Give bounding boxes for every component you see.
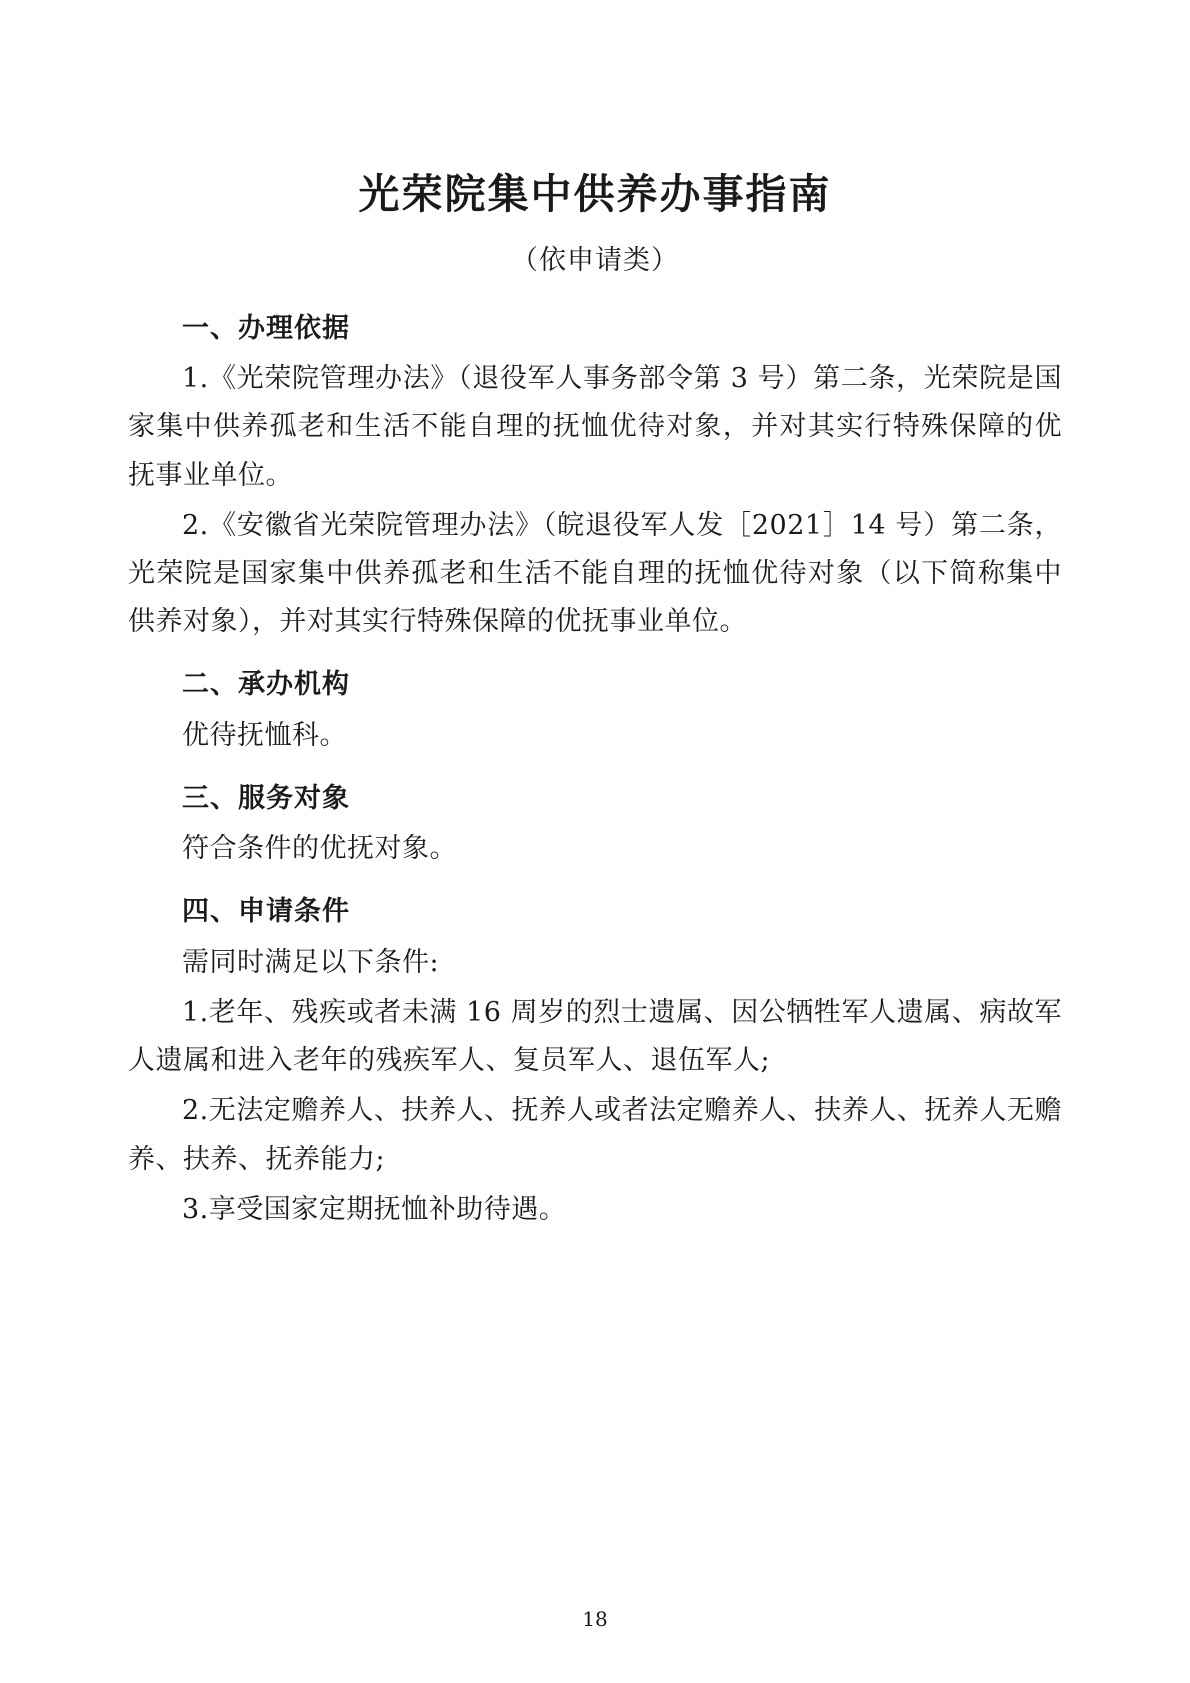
section-4-paragraph-4: 3.享受国家定期抚恤补助待遇。: [182, 1193, 567, 1225]
section-2-paragraph-1: 优待抚恤科。: [182, 719, 347, 751]
page-subtitle: （依申请类）: [511, 245, 679, 277]
section-3-paragraph-1: 符合条件的优抚对象。: [182, 833, 457, 865]
section-4-paragraph-3: 2.无法定赡养人、扶养人、抚养人或者法定赡养人、扶养人、抚养人无赡养、扶养、抚养能力;: [128, 1095, 1062, 1175]
section-heading-3: 三、服务对象: [182, 782, 350, 814]
section-4-paragraph-2: 1.老年、残疾或者未满 16 周岁的烈士遗属、因公牺牲军人遗属、病故军人遗属和进入老年的残疾军人、复员军人、退伍军人;: [128, 997, 1062, 1077]
section-heading-2: 二、承办机构: [182, 668, 350, 700]
section-heading-4: 四、申请条件: [182, 896, 350, 928]
section-4-paragraph-1: 需同时满足以下条件:: [182, 947, 440, 979]
page-number: 18: [582, 1607, 608, 1631]
section-heading-1: 一、办理依据: [182, 312, 350, 344]
page-title: 光荣院集中供养办事指南: [358, 170, 832, 218]
section-1-paragraph-1: 1.《光荣院管理办法》（退役军人事务部令第 3 号）第二条，光荣院是国家集中供养孤老和生活不能自理的抚恤优待对象，并对其实行特殊保障的优抚事业单位。: [128, 363, 1062, 491]
section-1-paragraph-2: 2.《安徽省光荣院管理办法》（皖退役军人发［2021］14 号）第二条，光荣院是国家集中供养孤老和生活不能自理的抚恤优待对象（以下简称集中供养对象），并对其实行特殊保障的优抚事业单位。: [128, 509, 1062, 637]
